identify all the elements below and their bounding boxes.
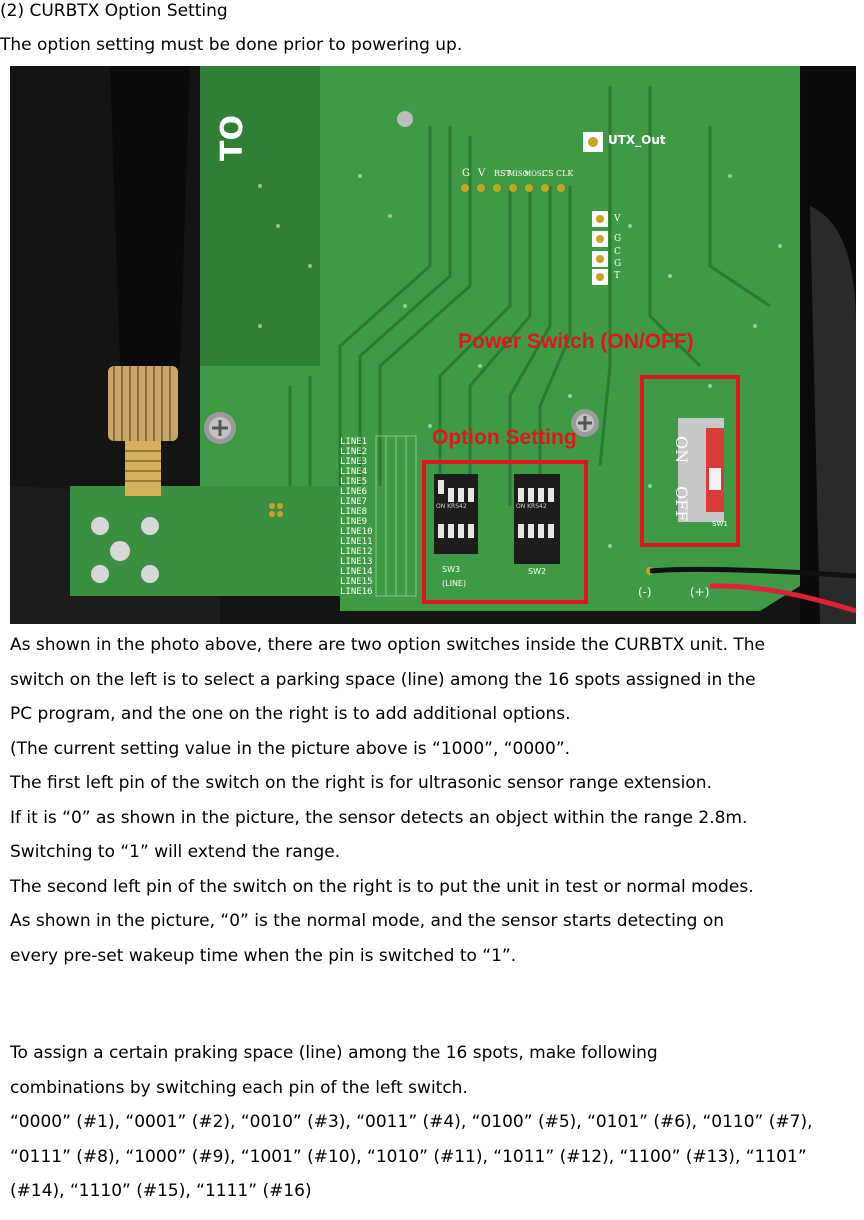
power-switch-callout: Power Switch (ON/OFF)	[458, 330, 694, 353]
line-table-label: LINE9	[340, 517, 368, 527]
text-line: switch on the left is to select a parking space (line) among the 16 spots assigned in the	[10, 669, 756, 690]
svg-text:TO: TO	[215, 115, 250, 161]
pin-label: CLK	[556, 169, 574, 178]
text-line: As shown in the photo above, there are two option switches inside the CURBTX unit. The	[10, 635, 765, 655]
line-table-label: LINE15	[340, 577, 373, 587]
utx-out-label: UTX_Out	[608, 133, 666, 147]
line-table-label: LINE7	[340, 497, 368, 507]
pin-label: MOSI	[524, 170, 545, 178]
line-table-label: LINE4	[340, 467, 368, 477]
section-title: (2) CURBTX Option Setting	[0, 1, 228, 21]
intro-text: The option setting must be done prior to powering up.	[0, 35, 463, 55]
text-line: (The current setting value in the picture above is “1000”, “0000”.	[10, 738, 571, 759]
pin-label: G	[462, 168, 470, 179]
side-pin-label: G	[614, 259, 622, 269]
plus-label: (+)	[690, 585, 710, 599]
text-line: If it is “0” as shown in the picture, the sensor detects an object within the range 2.8m.	[10, 807, 748, 828]
side-pin-label: G	[614, 234, 622, 244]
board-photo	[10, 66, 856, 624]
line-table-label: LINE14	[340, 567, 373, 577]
sw3-label: SW3	[442, 565, 461, 574]
line-assignment-paragraph	[10, 1036, 856, 1209]
text-line: PC program, and the one on the right is to add additional options.	[10, 704, 571, 724]
text-line: combinations by switching each pin of the left switch.	[10, 1077, 468, 1098]
pin-label: MISO	[508, 170, 529, 178]
power-off-label: OFF	[672, 486, 691, 522]
sw3-sub-label: (LINE)	[442, 579, 467, 588]
side-pin-label: T	[614, 271, 621, 281]
text-line: “0111” (#8), “1000” (#9), “1001” (#10), “1010” (#11), “1011” (#12), “1100” (#13), “1101”	[10, 1146, 807, 1167]
line-table-label: LINE10	[340, 527, 373, 537]
dip-head-label: ON KRS42	[516, 503, 547, 510]
text-line: (#14), “1110” (#15), “1111” (#16)	[10, 1181, 312, 1201]
line-table-label: LINE8	[340, 507, 368, 517]
side-pin-label: V	[614, 214, 621, 224]
text-line: “0000” (#1), “0001” (#2), “0010” (#3), “0011” (#4), “0100” (#5), “0101” (#6), “0110” (#7),	[10, 1112, 813, 1132]
side-pin-label: C	[614, 247, 621, 257]
text-line: every pre-set wakeup time when the pin is switched to “1”.	[10, 945, 517, 966]
pin-label: RST	[494, 169, 511, 178]
text-line: Switching to “1” will extend the range.	[10, 842, 341, 862]
line-table-label: LINE3	[340, 457, 368, 467]
description-paragraph	[10, 628, 856, 973]
dip-head-label: ON KRS42	[436, 503, 467, 510]
sw1-label: SW1	[712, 520, 728, 528]
line-table-label: LINE5	[340, 477, 368, 487]
sw2-label: SW2	[528, 567, 547, 576]
line-table-label: LINE2	[340, 447, 368, 457]
line-table-label: LINE16	[340, 587, 373, 597]
option-setting-callout: Option Setting	[432, 426, 577, 449]
text-line: As shown in the picture, “0” is the normal mode, and the sensor starts detecting on	[10, 911, 725, 931]
line-table-label: LINE6	[340, 487, 368, 497]
line-table-label: LINE11	[340, 537, 373, 547]
text-line: The first left pin of the switch on the right is for ultrasonic sensor range extension.	[10, 773, 712, 793]
line-table-label: LINE12	[340, 547, 373, 557]
text-line: The second left pin of the switch on the right is to put the unit in test or normal modes.	[10, 876, 754, 897]
pin-label: CS	[542, 169, 554, 178]
line-table-label: LINE1	[340, 437, 368, 447]
pin-label: V	[478, 168, 486, 179]
minus-label: (-)	[638, 585, 652, 599]
text-line: To assign a certain praking space (line) among the 16 spots, make following	[10, 1043, 658, 1063]
line-table-label: LINE13	[340, 557, 373, 567]
power-on-label: ON	[672, 436, 691, 464]
